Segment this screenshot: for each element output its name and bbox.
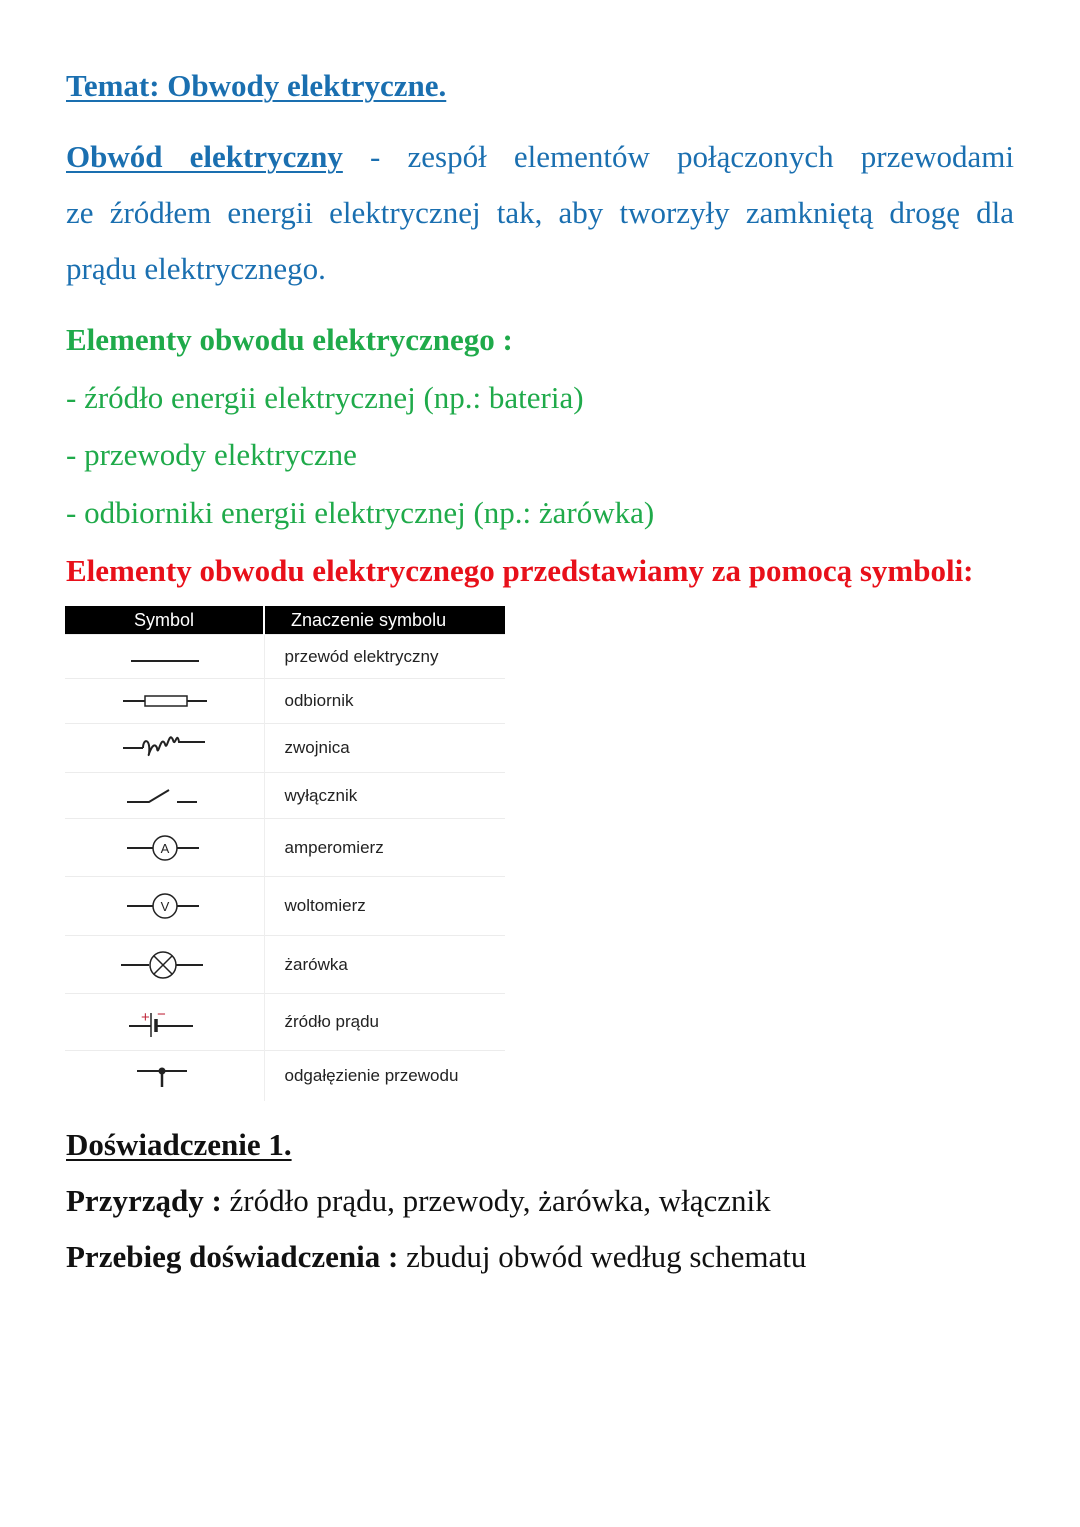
junction-symbol-icon bbox=[119, 1061, 209, 1091]
definition-line-3: prądu elektrycznego. bbox=[66, 251, 326, 286]
definition-text: - zespół elementów połączonych przewodami bbox=[342, 139, 1015, 174]
definition-term: Obwód elektryczny bbox=[66, 139, 343, 174]
symbol-meaning: woltomierz bbox=[264, 877, 505, 936]
svg-text:−: − bbox=[157, 1006, 167, 1023]
bulb-symbol-icon bbox=[119, 950, 209, 980]
table-row bbox=[65, 773, 505, 819]
symbol-meaning: odgałęzienie przewodu bbox=[264, 1051, 505, 1101]
element-item: - źródło energii elektrycznej (np.: bateria) bbox=[66, 380, 584, 415]
symbol-meaning: przewód elektryczny bbox=[264, 635, 505, 679]
coil-symbol-icon bbox=[119, 736, 209, 760]
table-row bbox=[65, 679, 505, 724]
procedure-label: Przebieg doświadczenia : bbox=[66, 1239, 399, 1274]
resistor-symbol-icon bbox=[119, 691, 209, 711]
experiment-tools bbox=[66, 1181, 771, 1221]
switch-symbol-icon bbox=[119, 784, 209, 808]
symbol-meaning: odbiornik bbox=[264, 679, 505, 724]
experiment-heading: Doświadczenie 1. bbox=[66, 1127, 292, 1162]
symbol-meaning: źródło prądu bbox=[264, 994, 505, 1051]
svg-text:+: + bbox=[141, 1009, 151, 1026]
svg-text:A: A bbox=[160, 840, 170, 856]
page-title: Temat: Obwody elektryczne. bbox=[66, 68, 447, 103]
symbols-heading: Elementy obwodu elektrycznego przedstawiamy za pomocą symboli: bbox=[66, 553, 974, 588]
tools-label: Przyrządy : bbox=[66, 1183, 222, 1218]
symbol-meaning: wyłącznik bbox=[264, 773, 505, 819]
table-row bbox=[65, 877, 505, 936]
svg-text:V: V bbox=[160, 899, 170, 914]
experiment-procedure bbox=[66, 1237, 806, 1277]
table-row bbox=[65, 724, 505, 773]
procedure-value: zbuduj obwód według schematu bbox=[398, 1239, 807, 1274]
symbol-meaning: amperomierz bbox=[264, 819, 505, 877]
table-row bbox=[65, 1051, 505, 1101]
tools-value: źródło prądu, przewody, żarówka, włącznik bbox=[221, 1183, 771, 1218]
definition-line-2: ze źródłem energii elektrycznej tak, aby tworzyły zamkniętą drogę dla bbox=[66, 195, 1014, 230]
table-row bbox=[65, 936, 505, 994]
table-row bbox=[65, 994, 505, 1051]
element-item: - przewody elektryczne bbox=[66, 437, 357, 472]
definition-paragraph bbox=[66, 129, 1014, 297]
symbol-meaning: zwojnica bbox=[264, 724, 505, 773]
elements-heading: Elementy obwodu elektrycznego : bbox=[66, 322, 513, 357]
table-row bbox=[65, 635, 505, 679]
wire-symbol-icon bbox=[119, 647, 209, 667]
column-header-symbol: Symbol bbox=[65, 606, 264, 635]
ammeter-symbol-icon bbox=[119, 833, 209, 863]
column-header-meaning: Znaczenie symbolu bbox=[264, 606, 505, 635]
table-row bbox=[65, 819, 505, 877]
table-header bbox=[65, 606, 505, 635]
battery-symbol-icon bbox=[119, 1005, 209, 1039]
voltmeter-symbol-icon bbox=[119, 891, 209, 921]
symbols-table bbox=[65, 606, 505, 1101]
symbol-meaning: żarówka bbox=[264, 936, 505, 994]
element-item: - odbiorniki energii elektrycznej (np.: żarówka) bbox=[66, 495, 655, 530]
